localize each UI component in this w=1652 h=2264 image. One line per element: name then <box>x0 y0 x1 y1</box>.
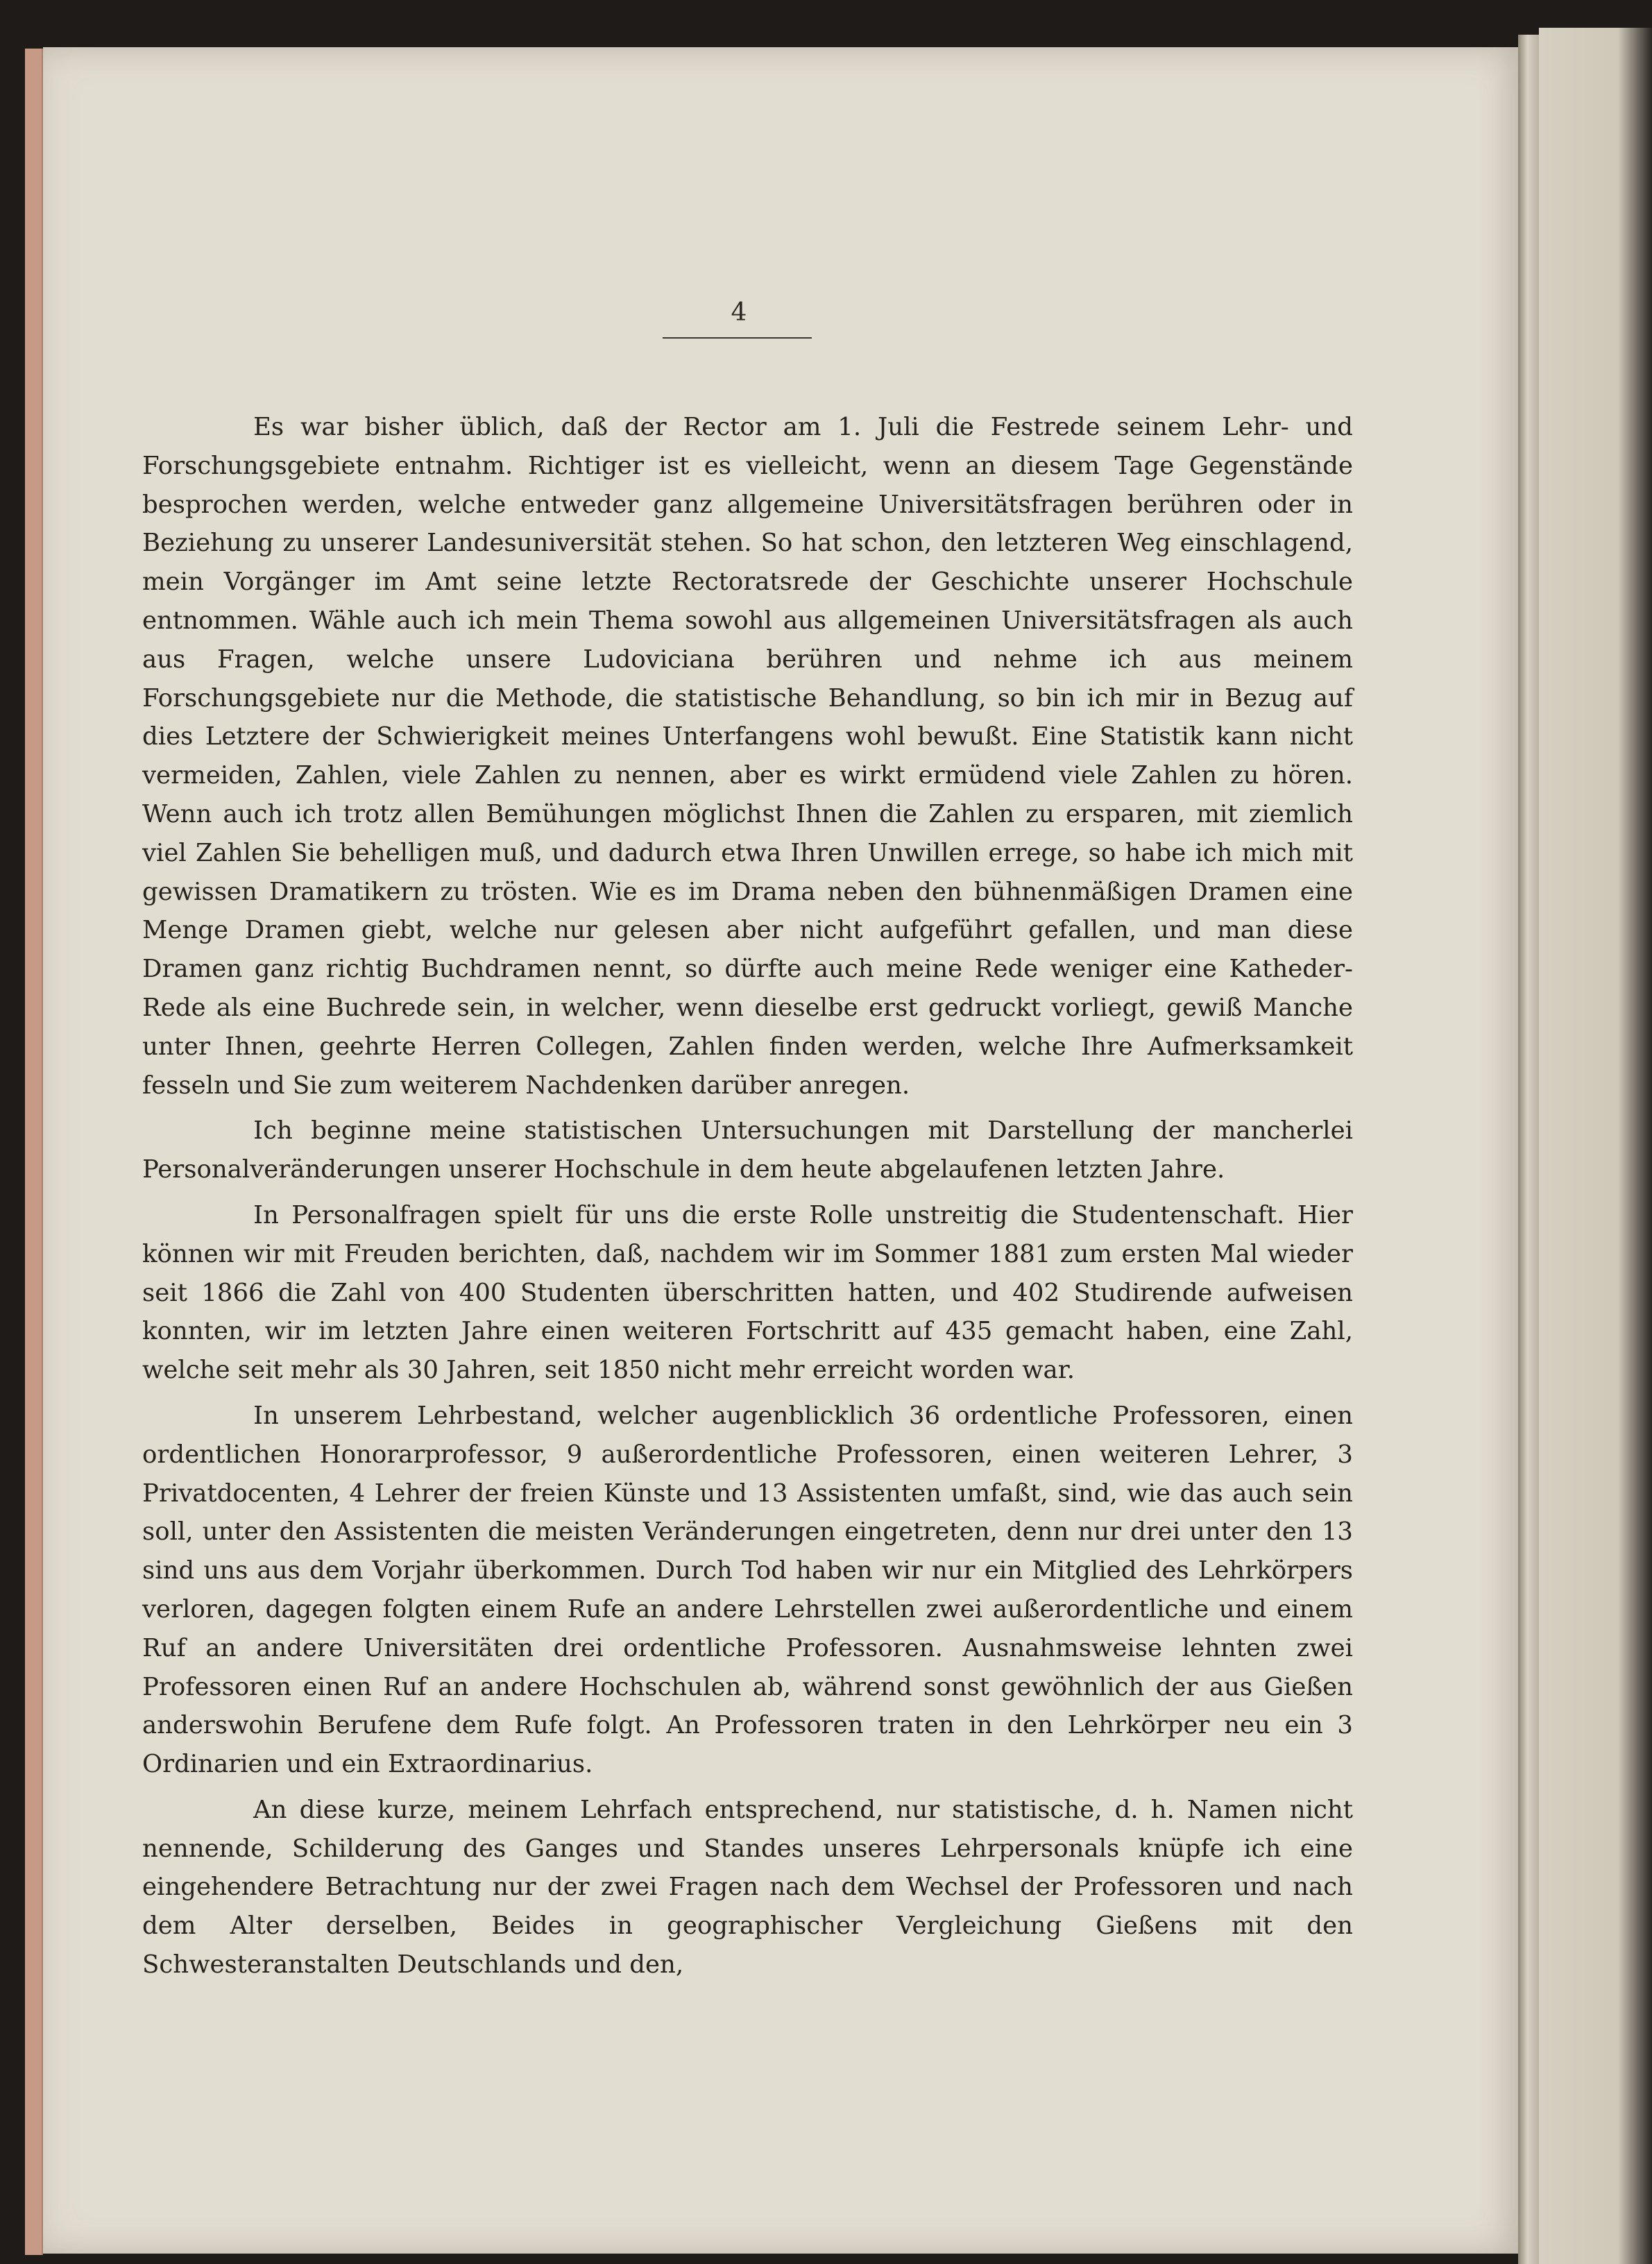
book-gutter <box>1518 35 1539 2264</box>
page-number: 4 <box>731 298 747 327</box>
paragraph: Es war bisher üblich, daß der Rector am 1. Juli die Festrede seinem Lehr- und Forschungsgebiete entnahm. Richtiger ist es vielleicht, wenn an diesem Tage Gegenstände besprochen werden, welche entweder ganz allgemeine Universitätsfragen berühren oder in Beziehung zu unserer Landesuniversität stehen. So hat schon, den letzteren Weg einschlagend, mein Vorgänger im Amt seine letzte Rectoratsrede der Geschichte unserer Hochschule entnommen. Wähle auch ich mein Thema sowohl aus allgemeinen Universitätsfragen als auch aus Fragen, welche unsere Ludoviciana berühren und nehme ich aus meinem Forschungsgebiete nur die Methode, die statistische Behandlung, so bin ich mir in Bezug auf dies Letztere der Schwierigkeit meines Unterfangens wohl bewußt. Eine Statistik kann nicht vermeiden, Zahlen, viele Zahlen zu nennen, aber es wirkt ermüdend viele Zahlen zu hören. Wenn auch ich trotz allen Bemühungen möglichst Ihnen die Zahlen zu ersparen, mit ziemlich viel Zahlen Sie behelligen muß, und dadurch etwa Ihren Unwillen errege, so habe ich mich mit gewissen Dramatikern zu trösten. Wie es im Drama neben den bühnenmäßigen Dramen eine Menge Dramen giebt, welche nur gelesen aber nicht aufgeführt gefallen, und man diese Dramen ganz richtig Buchdramen nennt, so dürfte auch meine Rede weniger eine Katheder-Rede als eine Buchrede sein, in welcher, wenn dieselbe erst gedruckt vorliegt, gewiß Manche unter Ihnen, geehrte Herren Collegen, Zahlen finden werden, welche Ihre Aufmerksamkeit fesseln und Sie zum weiterem Nachdenken darüber anregen. <box>142 413 1353 1100</box>
book-cover-edge <box>25 49 43 2255</box>
paragraph: In unserem Lehrbestand, welcher augenblicklich 36 ordentliche Professoren, einen ordentlichen Honorarprofessor, 9 außerordentliche Professoren, einen weiteren Lehrer, 3 Privatdocenten, 4 Lehrer der freien Künste und 13 Assistenten umfaßt, sind, wie das auch sein soll, unter den Assistenten die meisten Veränderungen eingetreten, denn nur drei unter den 13 sind uns aus dem Vorjahr überkommen. Durch Tod haben wir nur ein Mitglied des Lehrkörpers verloren, dagegen folgten einem Rufe an andere Lehrstellen zwei außerordentliche und einem Ruf an andere Universitäten drei ordentliche Professoren. Ausnahmsweise lehnten zwei Professoren einen Ruf an andere Hochschulen ab, während sonst gewöhnlich der aus Gießen anderswohin Berufene dem Rufe folgt. An Professoren traten in den Lehrkörper neu ein 3 Ordinarien und ein Extraordinarius. <box>142 1401 1353 1779</box>
paragraph: An diese kurze, meinem Lehrfach entsprechend, nur statistische, d. h. Namen nicht nennende, Schilderung des Ganges und Standes unseres Lehrpersonals knüpfe ich eine eingehendere Betrachtung nur der zwei Fragen nach dem Wechsel der Professoren und nach dem Alter derselben, Beides in geographischer Vergleichung Gießens mit den Schwesteranstalten Deutschlands und den, <box>142 1795 1353 1980</box>
paragraph: Ich beginne meine statistischen Untersuchungen mit Darstellung der mancherlei Personalveränderungen unserer Hochschule in dem heute abgelaufenen letzten Jahre. <box>142 1116 1353 1184</box>
body-text <box>142 408 1353 1984</box>
header-rule <box>663 337 812 339</box>
facing-page-edge <box>1539 28 1652 2264</box>
paragraph: In Personalfragen spielt für uns die erste Rolle unstreitig die Studentenschaft. Hier können wir mit Freuden berichten, daß, nachdem wir im Sommer 1881 zum ersten Mal wieder seit 1866 die Zahl von 400 Studenten überschritten hatten, und 402 Studirende aufweisen konnten, wir im letzten Jahre einen weiteren Fortschritt auf 435 gemacht haben, eine Zahl, welche seit mehr als 30 Jahren, seit 1850 nicht mehr erreicht worden war. <box>142 1200 1353 1385</box>
